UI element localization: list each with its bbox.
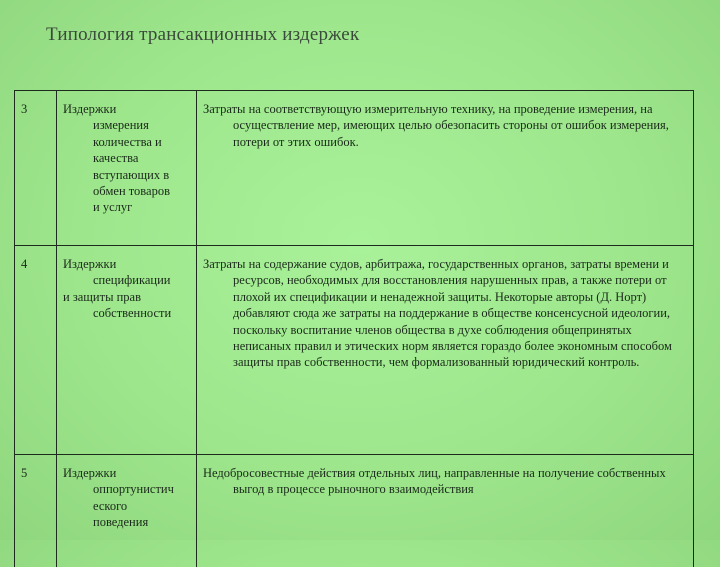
cost-type-name [57, 246, 197, 455]
name-line: спецификации [63, 272, 190, 288]
name-line: Издержки [63, 256, 190, 272]
cost-description [197, 246, 694, 455]
table-row [15, 246, 694, 455]
name-line: Издержки [63, 465, 190, 481]
name-line: поведения [63, 514, 190, 530]
table-row [15, 455, 694, 567]
cost-description [197, 91, 694, 246]
description-text: Затраты на соответствующую измерительную технику, на проведение измерения, на осуществление мер, имеющих целью обезопасить стороны от ошибок измерения, потери от этих ошибок. [203, 101, 687, 150]
name-line: вступающих в [63, 167, 190, 183]
description-text: Недобросовестные действия отдельных лиц, направленные на получение собственных выгод в процессе рыночного взаимодействия [203, 465, 687, 498]
cost-description [197, 455, 694, 567]
name-line: количества и [63, 134, 190, 150]
description-text: Затраты на содержание судов, арбитража, государственных органов, затраты времени и ресурсов, необходимых для восстановления нарушенных прав, а также потери от плохой их спецификации и ненадежной защиты. Некоторые авторы (Д. Норт) добавляют сюда же затраты на поддержание в обществе консенсусной идеологии, поскольку воспитание членов общества в духе соблюдения общепринятых неписаных правил и этических норм является гораздо более экономным способом защиты прав собственности, чем формализованный юридический контроль. [203, 256, 687, 371]
row-number: 5 [15, 455, 57, 567]
row-number: 3 [15, 91, 57, 246]
name-line: и услуг [63, 199, 190, 215]
cost-type-name [57, 455, 197, 567]
cost-typology-table [14, 90, 694, 567]
table-row [15, 91, 694, 246]
page-title: Типология трансакционных издержек [46, 24, 359, 46]
cost-type-name [57, 91, 197, 246]
name-line: еского [63, 498, 190, 514]
row-number: 4 [15, 246, 57, 455]
name-line: измерения [63, 117, 190, 133]
name-line: и защиты прав [63, 289, 190, 305]
name-line: обмен товаров [63, 183, 190, 199]
name-line: Издержки [63, 101, 190, 117]
name-line: собственности [63, 305, 190, 321]
name-line: оппортунистич [63, 481, 190, 497]
name-line: качества [63, 150, 190, 166]
